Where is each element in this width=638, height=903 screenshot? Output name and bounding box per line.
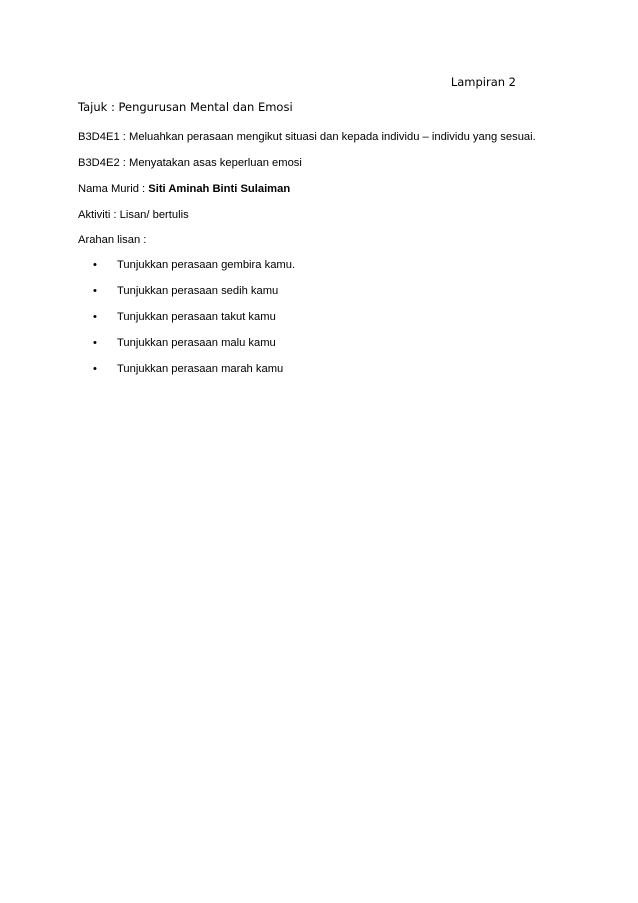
bullet-icon: • [93, 337, 97, 349]
student-name-line [78, 182, 290, 197]
appendix-label: Lampiran 2 [450, 75, 516, 89]
student-name-label: Nama Murid : [78, 183, 149, 195]
standard-b3d4e1: B3D4E1 : Meluahkan perasaan mengikut situasi dan kepada individu – individu yang sesuai. [78, 131, 536, 143]
bullet-icon: • [93, 363, 97, 375]
document-title: Tajuk : Pengurusan Mental dan Emosi [78, 100, 293, 114]
instruction-text: Tunjukkan perasaan sedih kamu [117, 285, 279, 297]
bullet-icon: • [93, 311, 97, 323]
instruction-text: Tunjukkan perasaan takut kamu [117, 311, 276, 323]
instruction-text: Tunjukkan perasaan malu kamu [117, 337, 276, 349]
instructions-heading: Arahan lisan : [78, 234, 147, 246]
instruction-text: Tunjukkan perasaan marah kamu [117, 363, 284, 375]
activity-line: Aktiviti : Lisan/ bertulis [78, 209, 189, 221]
student-name-value: Siti Aminah Binti Sulaiman [148, 183, 291, 195]
bullet-icon: • [93, 285, 97, 297]
bullet-icon: • [93, 259, 97, 271]
instruction-text: Tunjukkan perasaan gembira kamu. [117, 259, 296, 271]
standard-b3d4e2: B3D4E2 : Menyatakan asas keperluan emosi [78, 157, 302, 169]
